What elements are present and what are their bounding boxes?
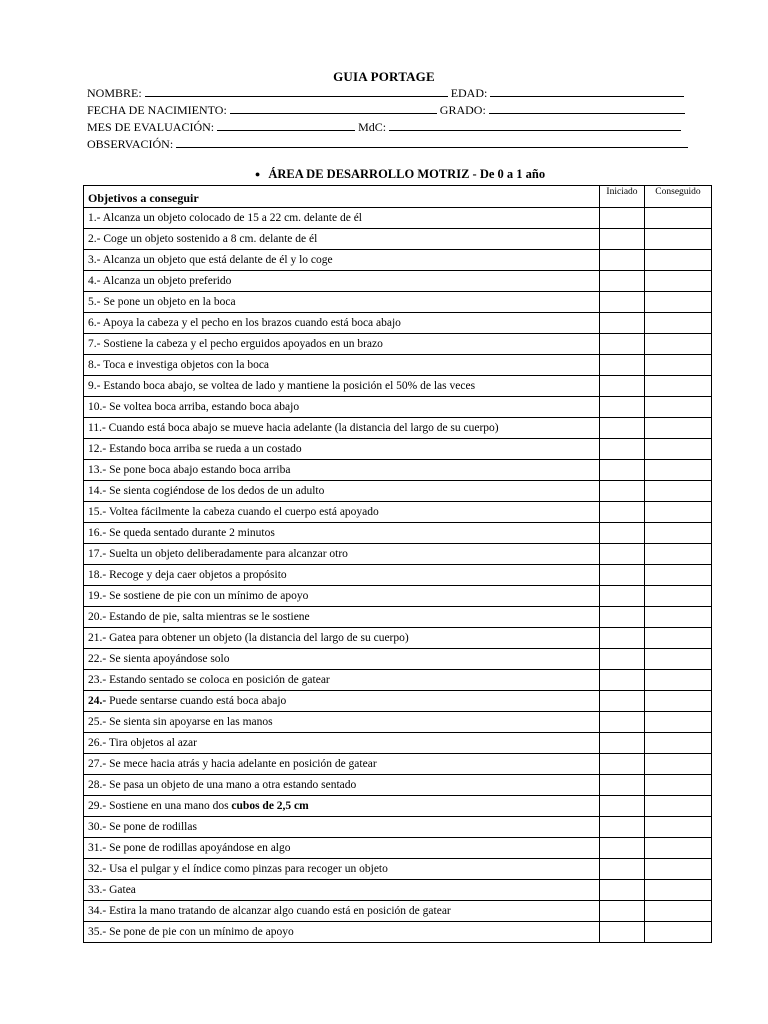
objective-number: 34.- — [88, 905, 107, 917]
header-conseguido: Conseguido — [645, 186, 712, 208]
table-row — [84, 544, 712, 565]
table-row — [84, 859, 712, 880]
objective-text: Sostiene en una mano dos — [106, 800, 232, 812]
conseguido-checkbox-cell[interactable] — [645, 502, 712, 523]
document-title: GUIA PORTAGE — [333, 69, 435, 84]
grado-blank[interactable] — [489, 101, 685, 114]
conseguido-checkbox-cell[interactable] — [645, 334, 712, 355]
objective-number: 23.- — [88, 674, 107, 686]
objective-text: Gatea — [106, 884, 136, 896]
objective-text: Se sostiene de pie con un mínimo de apoyo — [106, 590, 309, 602]
iniciado-checkbox-cell[interactable] — [600, 796, 645, 817]
objective-text: Se sienta cogiéndose de los dedos de un adulto — [106, 485, 325, 497]
iniciado-checkbox-cell[interactable] — [600, 523, 645, 544]
objective-text: Recoge y deja caer objetos a propósito — [106, 569, 287, 581]
objective-text: Estira la mano tratando de alcanzar algo cuando está en posición de gatear — [106, 905, 451, 917]
objective-number: 12.- — [88, 443, 107, 455]
objective-number: 1.- — [88, 212, 101, 224]
table-row — [84, 565, 712, 586]
objective-text: Se pasa un objeto de una mano a otra estando sentado — [106, 779, 357, 791]
objective-text: Se pone de rodillas — [106, 821, 197, 833]
conseguido-checkbox-cell[interactable] — [645, 292, 712, 313]
iniciado-checkbox-cell[interactable] — [600, 859, 645, 880]
objective-text: Se voltea boca arriba, estando boca abajo — [106, 401, 300, 413]
objective-cell — [84, 691, 600, 712]
conseguido-checkbox-cell[interactable] — [645, 922, 712, 943]
conseguido-checkbox-cell[interactable] — [645, 544, 712, 565]
objective-number: 10.- — [88, 401, 107, 413]
objective-number: 27.- — [88, 758, 107, 770]
iniciado-checkbox-cell[interactable] — [600, 481, 645, 502]
objective-number: 30.- — [88, 821, 107, 833]
iniciado-checkbox-cell[interactable] — [600, 250, 645, 271]
iniciado-checkbox-cell[interactable] — [600, 355, 645, 376]
objective-number: 33.- — [88, 884, 107, 896]
objective-text: Coge un objeto sostenido a 8 cm. delante de él — [100, 233, 318, 245]
conseguido-checkbox-cell[interactable] — [645, 670, 712, 691]
conseguido-checkbox-cell[interactable] — [645, 796, 712, 817]
iniciado-checkbox-cell[interactable] — [600, 817, 645, 838]
table-row — [84, 838, 712, 859]
objective-number: 3.- — [88, 254, 101, 266]
iniciado-checkbox-cell[interactable] — [600, 670, 645, 691]
iniciado-checkbox-cell[interactable] — [600, 586, 645, 607]
table-row — [84, 418, 712, 439]
bullet-icon: ● — [254, 169, 261, 179]
objective-cell — [84, 334, 600, 355]
table-row — [84, 460, 712, 481]
conseguido-checkbox-cell[interactable] — [645, 439, 712, 460]
table-row — [84, 880, 712, 901]
objective-number: 17.- — [88, 548, 107, 560]
iniciado-checkbox-cell[interactable] — [600, 775, 645, 796]
mes-label: MES DE EVALUACIÓN: — [87, 120, 215, 134]
objective-number: 20.- — [88, 611, 107, 623]
iniciado-checkbox-cell[interactable] — [600, 334, 645, 355]
table-row — [84, 208, 712, 229]
table-row — [84, 376, 712, 397]
section-heading-text: ÁREA DE DESARROLLO MOTRIZ - De 0 a 1 año — [268, 167, 546, 181]
objective-number: 24.- — [88, 695, 107, 707]
iniciado-checkbox-cell[interactable] — [600, 733, 645, 754]
fecha-label: FECHA DE NACIMIENTO: — [87, 103, 227, 117]
table-row — [84, 712, 712, 733]
iniciado-checkbox-cell[interactable] — [600, 271, 645, 292]
objective-cell — [84, 859, 600, 880]
objective-cell — [84, 796, 600, 817]
iniciado-checkbox-cell[interactable] — [600, 418, 645, 439]
objective-text: Se sienta apoyándose solo — [106, 653, 230, 665]
table-row — [84, 586, 712, 607]
table-row — [84, 292, 712, 313]
iniciado-checkbox-cell[interactable] — [600, 229, 645, 250]
table-row — [84, 334, 712, 355]
objective-number: 2.- — [88, 233, 101, 245]
objective-text: Suelta un objeto deliberadamente para alcanzar otro — [106, 548, 348, 560]
objective-cell — [84, 292, 600, 313]
table-row — [84, 271, 712, 292]
objective-number: 28.- — [88, 779, 107, 791]
objective-cell — [84, 586, 600, 607]
observacion-blank[interactable] — [176, 135, 688, 148]
header-objetivos: Objetivos a conseguir — [84, 186, 600, 208]
table-row — [84, 754, 712, 775]
objective-text: Se pone boca abajo estando boca arriba — [106, 464, 291, 476]
objective-text: Se sienta sin apoyarse en las manos — [106, 716, 273, 728]
objective-cell — [84, 565, 600, 586]
conseguido-checkbox-cell[interactable] — [645, 271, 712, 292]
objective-cell — [84, 418, 600, 439]
objective-cell — [84, 817, 600, 838]
objective-number: 8.- — [88, 359, 101, 371]
iniciado-checkbox-cell[interactable] — [600, 292, 645, 313]
objective-text: Apoya la cabeza y el pecho en los brazos cuando está boca abajo — [100, 317, 401, 329]
mes-blank[interactable] — [217, 118, 355, 131]
objective-cell — [84, 922, 600, 943]
objective-cell — [84, 481, 600, 502]
objective-text: Gatea para obtener un objeto (la distancia del largo de su cuerpo) — [106, 632, 409, 644]
objective-cell — [84, 439, 600, 460]
conseguido-checkbox-cell[interactable] — [645, 775, 712, 796]
iniciado-checkbox-cell[interactable] — [600, 397, 645, 418]
table-row — [84, 775, 712, 796]
objective-number: 6.- — [88, 317, 101, 329]
iniciado-checkbox-cell[interactable] — [600, 922, 645, 943]
objective-cell — [84, 271, 600, 292]
conseguido-checkbox-cell[interactable] — [645, 418, 712, 439]
conseguido-checkbox-cell[interactable] — [645, 607, 712, 628]
objective-text: Toca e investiga objetos con la boca — [100, 359, 270, 371]
objective-number: 19.- — [88, 590, 107, 602]
fecha-grado-line — [87, 101, 697, 118]
objective-cell — [84, 523, 600, 544]
table-row — [84, 817, 712, 838]
iniciado-checkbox-cell[interactable] — [600, 649, 645, 670]
objective-text: Estando boca arriba se rueda a un costado — [106, 443, 302, 455]
conseguido-checkbox-cell[interactable] — [645, 355, 712, 376]
objective-cell — [84, 460, 600, 481]
objective-number: 14.- — [88, 485, 107, 497]
table-row — [84, 439, 712, 460]
nombre-label: NOMBRE: — [87, 86, 142, 100]
section-heading — [0, 167, 768, 182]
objective-cell — [84, 670, 600, 691]
table-row — [84, 355, 712, 376]
table-row — [84, 481, 712, 502]
iniciado-checkbox-cell[interactable] — [600, 313, 645, 334]
observacion-label: OBSERVACIÓN: — [87, 137, 174, 151]
objective-cell — [84, 250, 600, 271]
objective-cell — [84, 397, 600, 418]
objective-text-bold: cubos de 2,5 cm — [231, 800, 309, 812]
iniciado-checkbox-cell[interactable] — [600, 838, 645, 859]
conseguido-checkbox-cell[interactable] — [645, 376, 712, 397]
objectives-table — [83, 185, 712, 943]
nombre-blank[interactable] — [145, 84, 448, 97]
table-row — [84, 733, 712, 754]
objective-cell — [84, 502, 600, 523]
iniciado-checkbox-cell[interactable] — [600, 208, 645, 229]
objective-text: Se pone un objeto en la boca — [100, 296, 236, 308]
objective-number: 18.- — [88, 569, 107, 581]
conseguido-checkbox-cell[interactable] — [645, 397, 712, 418]
iniciado-checkbox-cell[interactable] — [600, 628, 645, 649]
table-row — [84, 397, 712, 418]
conseguido-checkbox-cell[interactable] — [645, 880, 712, 901]
objective-cell — [84, 313, 600, 334]
iniciado-checkbox-cell[interactable] — [600, 565, 645, 586]
conseguido-checkbox-cell[interactable] — [645, 754, 712, 775]
table-row — [84, 607, 712, 628]
objective-cell — [84, 838, 600, 859]
iniciado-checkbox-cell[interactable] — [600, 691, 645, 712]
objective-number: 15.- — [88, 506, 107, 518]
table-row — [84, 229, 712, 250]
iniciado-checkbox-cell[interactable] — [600, 439, 645, 460]
objective-cell — [84, 628, 600, 649]
objective-text: Se pone de pie con un mínimo de apoyo — [106, 926, 294, 938]
objective-text: Tira objetos al azar — [106, 737, 197, 749]
objective-cell — [84, 880, 600, 901]
table-row — [84, 502, 712, 523]
conseguido-checkbox-cell[interactable] — [645, 733, 712, 754]
objective-cell — [84, 712, 600, 733]
conseguido-checkbox-cell[interactable] — [645, 838, 712, 859]
objective-text: Sostiene la cabeza y el pecho erguidos apoyados en un brazo — [100, 338, 383, 350]
conseguido-checkbox-cell[interactable] — [645, 481, 712, 502]
objective-number: 4.- — [88, 275, 101, 287]
table-row — [84, 670, 712, 691]
objective-text: Se pone de rodillas apoyándose en algo — [106, 842, 291, 854]
table-header-row — [84, 186, 712, 208]
conseguido-checkbox-cell[interactable] — [645, 628, 712, 649]
objective-cell — [84, 607, 600, 628]
iniciado-checkbox-cell[interactable] — [600, 376, 645, 397]
conseguido-checkbox-cell[interactable] — [645, 313, 712, 334]
objective-text: Usa el pulgar y el índice como pinzas para recoger un objeto — [106, 863, 388, 875]
iniciado-checkbox-cell[interactable] — [600, 607, 645, 628]
table-row — [84, 901, 712, 922]
objective-text: Voltea fácilmente la cabeza cuando el cuerpo está apoyado — [106, 506, 379, 518]
table-row — [84, 250, 712, 271]
iniciado-checkbox-cell[interactable] — [600, 502, 645, 523]
objective-number: 32.- — [88, 863, 107, 875]
conseguido-checkbox-cell[interactable] — [645, 712, 712, 733]
objective-cell — [84, 901, 600, 922]
objective-text: Puede sentarse cuando está boca abajo — [106, 695, 287, 707]
objective-cell — [84, 208, 600, 229]
table-row — [84, 922, 712, 943]
mes-mdc-line — [87, 118, 697, 135]
objective-number: 26.- — [88, 737, 107, 749]
iniciado-checkbox-cell[interactable] — [600, 460, 645, 481]
conseguido-checkbox-cell[interactable] — [645, 586, 712, 607]
iniciado-checkbox-cell[interactable] — [600, 880, 645, 901]
objective-number: 25.- — [88, 716, 107, 728]
nombre-edad-line — [87, 84, 697, 101]
objective-cell — [84, 355, 600, 376]
conseguido-checkbox-cell[interactable] — [645, 691, 712, 712]
objective-number: 5.- — [88, 296, 101, 308]
table-row — [84, 691, 712, 712]
mdc-label: MdC: — [358, 120, 387, 134]
objective-number: 21.- — [88, 632, 107, 644]
objective-cell — [84, 376, 600, 397]
iniciado-checkbox-cell[interactable] — [600, 712, 645, 733]
iniciado-checkbox-cell[interactable] — [600, 901, 645, 922]
objective-cell — [84, 775, 600, 796]
conseguido-checkbox-cell[interactable] — [645, 565, 712, 586]
table-row — [84, 649, 712, 670]
objective-number: 11.- — [88, 422, 106, 434]
objective-text: Estando de pie, salta mientras se le sostiene — [106, 611, 310, 623]
mdc-blank[interactable] — [389, 118, 681, 131]
fecha-blank[interactable] — [230, 101, 437, 114]
conseguido-checkbox-cell[interactable] — [645, 817, 712, 838]
conseguido-checkbox-cell[interactable] — [645, 250, 712, 271]
objective-text: Estando boca abajo, se voltea de lado y mantiene la posición el 50% de las veces — [100, 380, 476, 392]
edad-label: EDAD: — [450, 86, 488, 100]
objective-text: Se mece hacia atrás y hacia adelante en posición de gatear — [106, 758, 377, 770]
table-row — [84, 796, 712, 817]
table-row — [84, 523, 712, 544]
objective-cell — [84, 229, 600, 250]
objective-text: Estando sentado se coloca en posición de gatear — [106, 674, 330, 686]
conseguido-checkbox-cell[interactable] — [645, 859, 712, 880]
objective-number: 22.- — [88, 653, 107, 665]
observacion-line — [87, 135, 697, 152]
table-row — [84, 628, 712, 649]
header-iniciado: Iniciado — [600, 186, 645, 208]
objective-number: 16.- — [88, 527, 107, 539]
objective-number: 7.- — [88, 338, 101, 350]
conseguido-checkbox-cell[interactable] — [645, 208, 712, 229]
grado-label: GRADO: — [439, 103, 486, 117]
conseguido-checkbox-cell[interactable] — [645, 649, 712, 670]
conseguido-checkbox-cell[interactable] — [645, 229, 712, 250]
objective-number: 31.- — [88, 842, 107, 854]
conseguido-checkbox-cell[interactable] — [645, 901, 712, 922]
objective-cell — [84, 733, 600, 754]
objective-text: Se queda sentado durante 2 minutos — [106, 527, 275, 539]
objective-number: 9.- — [88, 380, 101, 392]
objective-text: Cuando está boca abajo se mueve hacia adelante (la distancia del largo de su cuerpo) — [105, 422, 499, 434]
objective-number: 29.- — [88, 800, 107, 812]
edad-blank[interactable] — [490, 84, 684, 97]
objective-cell — [84, 754, 600, 775]
objective-text: Alcanza un objeto que está delante de él y lo coge — [100, 254, 333, 266]
conseguido-checkbox-cell[interactable] — [645, 523, 712, 544]
objective-number: 35.- — [88, 926, 107, 938]
table-body — [84, 208, 712, 943]
table-row — [84, 313, 712, 334]
iniciado-checkbox-cell[interactable] — [600, 754, 645, 775]
iniciado-checkbox-cell[interactable] — [600, 544, 645, 565]
objective-text: Alcanza un objeto colocado de 15 a 22 cm. delante de él — [100, 212, 362, 224]
objective-text: Alcanza un objeto preferido — [100, 275, 232, 287]
conseguido-checkbox-cell[interactable] — [645, 460, 712, 481]
objective-cell — [84, 544, 600, 565]
objective-cell — [84, 649, 600, 670]
objective-number: 13.- — [88, 464, 107, 476]
